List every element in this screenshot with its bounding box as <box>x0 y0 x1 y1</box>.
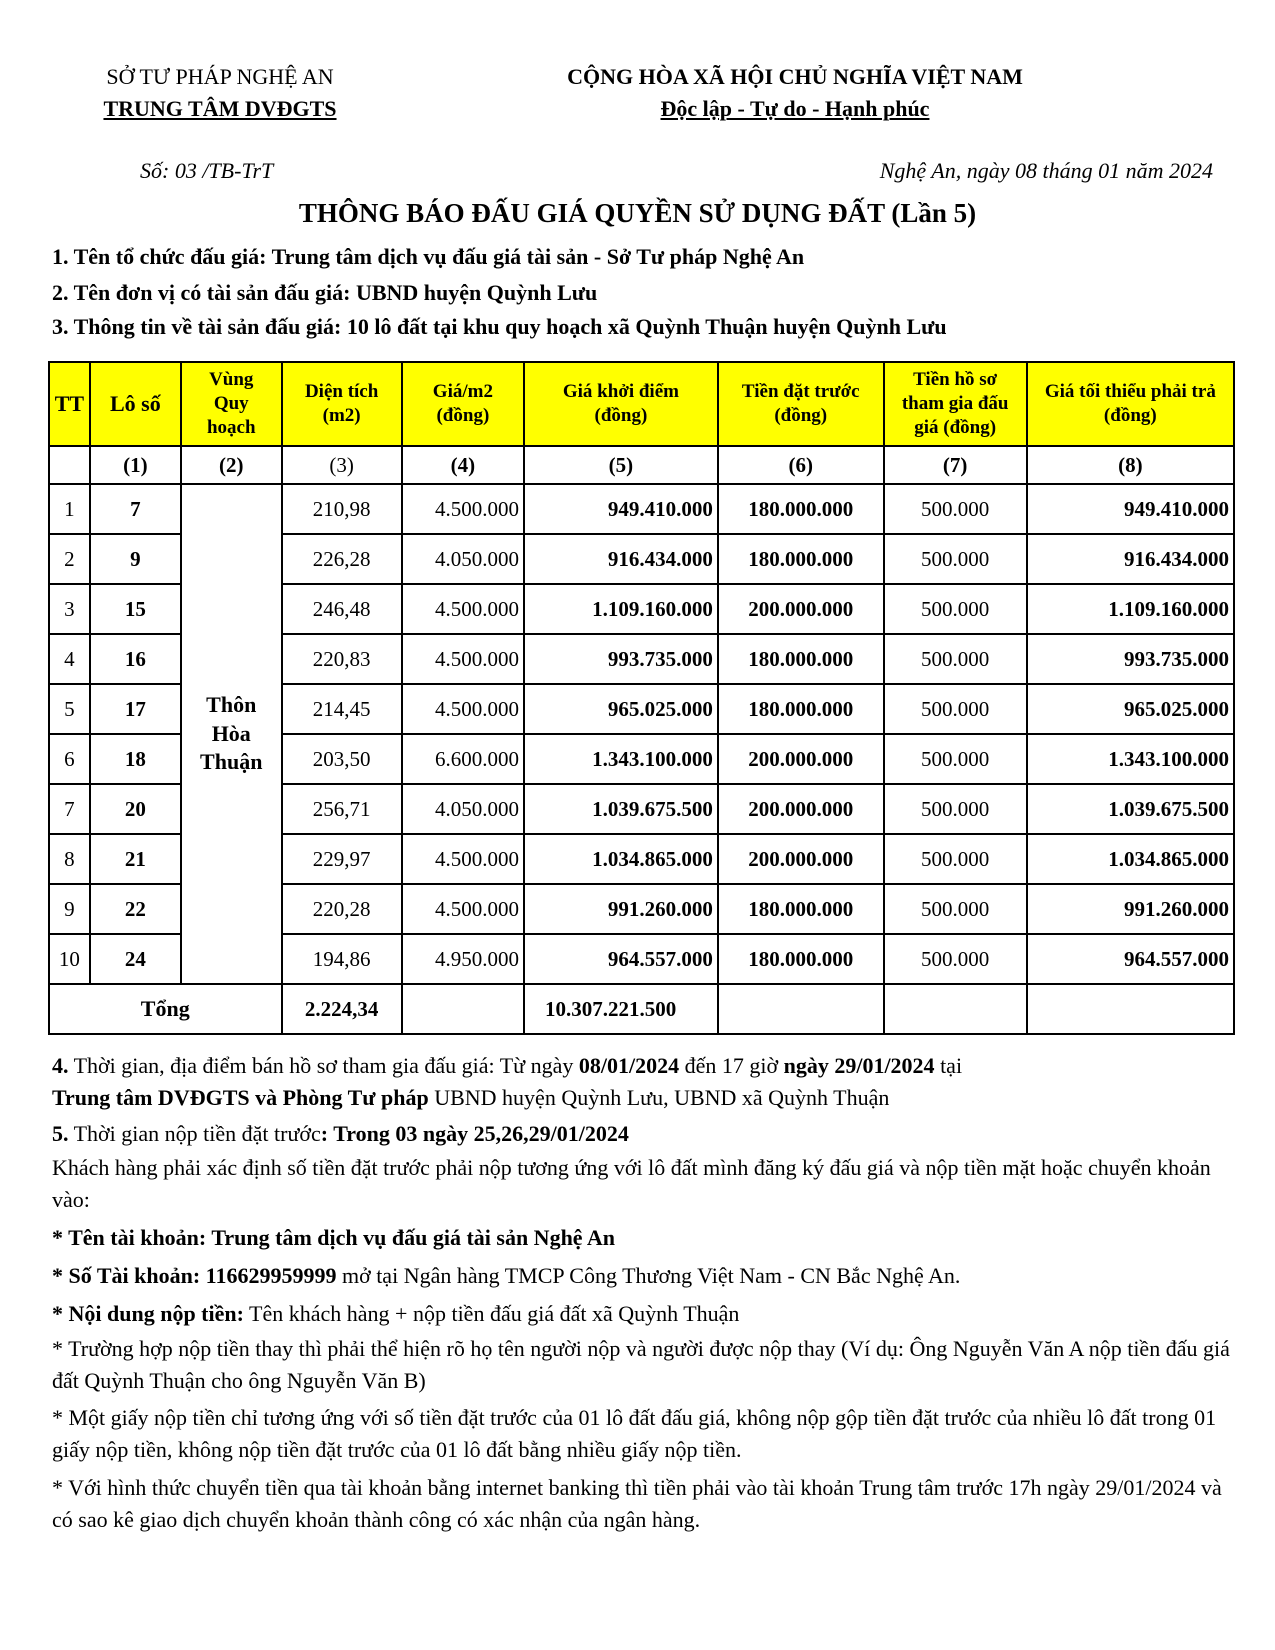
cell-area: 214,45 <box>282 684 402 734</box>
cell-fee: 500.000 <box>884 634 1027 684</box>
cell-area: 220,83 <box>282 634 402 684</box>
cell-start: 1.109.160.000 <box>524 584 718 634</box>
section-5-number: 5. <box>52 1121 69 1146</box>
col-header-min-l2: (đồng) <box>1103 405 1157 426</box>
cell-price: 4.500.000 <box>402 634 524 684</box>
cell-start: 1.039.675.500 <box>524 784 718 834</box>
zone-l3: Thuận <box>200 749 263 775</box>
cell-tt: 4 <box>49 634 90 684</box>
col-number: (2) <box>181 446 282 484</box>
cell-start: 1.343.100.000 <box>524 734 718 784</box>
col-header-start <box>524 362 718 446</box>
col-header-area-l1: Diện tích <box>304 381 379 403</box>
col-header-zone <box>181 362 282 446</box>
cell-price: 6.600.000 <box>402 734 524 784</box>
cell-start: 965.025.000 <box>524 684 718 734</box>
cell-min: 965.025.000 <box>1027 684 1234 734</box>
nation-name: CỘNG HÒA XÃ HỘI CHỦ NGHĨA VIỆT NAM <box>567 64 1023 89</box>
cell-deposit: 200.000.000 <box>718 734 884 784</box>
total-row <box>49 984 1234 1034</box>
col-header-start-l2: (đồng) <box>594 405 648 426</box>
cell-deposit: 180.000.000 <box>718 884 884 934</box>
col-header-fee <box>884 362 1027 446</box>
col-header-deposit-l2: (đồng) <box>774 405 828 426</box>
cell-start: 991.260.000 <box>524 884 718 934</box>
cell-lot: 22 <box>90 884 181 934</box>
cell-start: 916.434.000 <box>524 534 718 584</box>
payment-content <box>52 1298 1232 1330</box>
col-number: (6) <box>718 446 884 484</box>
cell-min: 949.410.000 <box>1027 484 1234 534</box>
col-header-area <box>282 362 402 446</box>
cell-area: 256,71 <box>282 784 402 834</box>
cell-tt: 7 <box>49 784 90 834</box>
total-fee-empty <box>884 984 1027 1034</box>
table-row <box>49 484 1234 534</box>
cell-lot: 17 <box>90 684 181 734</box>
cell-fee: 500.000 <box>884 534 1027 584</box>
cell-min: 1.109.160.000 <box>1027 584 1234 634</box>
cell-area: 210,98 <box>282 484 402 534</box>
col-number: (8) <box>1027 446 1234 484</box>
guide-text: Khách hàng phải xác định số tiền đặt trước phải nộp tương ứng với lô đất mình đăng ký đấu giá và nộp tiền mặt hoặc chuyển khoản vào: <box>52 1155 1211 1212</box>
org-unit: TRUNG TÂM DVĐGTS <box>103 96 337 121</box>
section-5-dates: : Trong 03 ngày 25,26,29/01/2024 <box>320 1121 629 1146</box>
cell-min: 916.434.000 <box>1027 534 1234 584</box>
cell-tt: 6 <box>49 734 90 784</box>
section-4-text: đến 17 giờ <box>679 1053 784 1078</box>
col-header-zone-l3: hoạch <box>206 416 256 438</box>
cell-deposit: 180.000.000 <box>718 634 884 684</box>
zone-l2: Hòa <box>211 720 251 746</box>
cell-fee: 500.000 <box>884 934 1027 984</box>
info-owner: 2. Tên đơn vị có tài sản đấu giá: UBND huyện Quỳnh Lưu <box>52 280 598 305</box>
cell-price: 4.050.000 <box>402 534 524 584</box>
org-name: SỞ TƯ PHÁP NGHỆ AN <box>106 64 334 89</box>
col-number: (5) <box>524 446 718 484</box>
col-header-price-l1: Giá/m2 <box>432 381 493 403</box>
col-header-fee-l3: giá (đồng) <box>914 416 997 438</box>
cell-start: 993.735.000 <box>524 634 718 684</box>
info-asset: 3. Thông tin về tài sản đấu giá: 10 lô đất tại khu quy hoạch xã Quỳnh Thuận huyện Quỳnh Lưu <box>52 314 947 339</box>
total-price-empty <box>402 984 524 1034</box>
cell-fee: 500.000 <box>884 784 1027 834</box>
col-header-start-l1: Giá khởi điểm <box>562 381 679 403</box>
cell-lot: 20 <box>90 784 181 834</box>
account-number <box>52 1260 1232 1292</box>
note-internet-banking: * Với hình thức chuyển tiền qua tài khoản bằng internet banking thì tiền phải vào tài khoản Trung tâm trước 17h ngày 29/01/2024 và có sao kê giao dịch chuyển khoản thành công có xác nhận của ngân hàng. <box>52 1475 1222 1532</box>
total-min-empty <box>1027 984 1234 1034</box>
col-header-fee-l2: tham gia đấu <box>901 393 1009 415</box>
col-header-price <box>402 362 524 446</box>
cell-fee: 500.000 <box>884 684 1027 734</box>
cell-start: 949.410.000 <box>524 484 718 534</box>
cell-deposit: 200.000.000 <box>718 784 884 834</box>
cell-price: 4.500.000 <box>402 884 524 934</box>
total-start: 10.307.221.500 <box>524 984 718 1034</box>
cell-tt: 10 <box>49 934 90 984</box>
section-4-date-from: 08/01/2024 <box>578 1053 680 1078</box>
cell-price: 4.500.000 <box>402 684 524 734</box>
total-area: 2.224,34 <box>282 984 402 1034</box>
doc-number: Số: 03 /TB-TrT <box>140 158 274 183</box>
col-header-area-l2: (m2) <box>322 405 361 426</box>
cell-tt: 5 <box>49 684 90 734</box>
cell-min: 991.260.000 <box>1027 884 1234 934</box>
cell-price: 4.500.000 <box>402 834 524 884</box>
payment-content-text: Tên khách hàng + nộp tiền đấu giá đất xã Quỳnh Thuận <box>243 1301 740 1326</box>
place-date: Nghệ An, ngày 08 tháng 01 năm 2024 <box>879 158 1213 183</box>
col-number: (4) <box>402 446 524 484</box>
cell-price: 4.950.000 <box>402 934 524 984</box>
section-4-text: Thời gian, địa điểm bán hồ sơ tham gia đấu giá: Từ ngày <box>68 1053 579 1078</box>
col-header-deposit-l1: Tiền đặt trước <box>741 381 860 403</box>
section-4-text: UBND huyện Quỳnh Lưu, UBND xã Quỳnh Thuận <box>428 1085 890 1110</box>
cell-price: 4.500.000 <box>402 584 524 634</box>
cell-fee: 500.000 <box>884 884 1027 934</box>
cell-min: 1.034.865.000 <box>1027 834 1234 884</box>
cell-lot: 21 <box>90 834 181 884</box>
cell-fee: 500.000 <box>884 834 1027 884</box>
cell-fee: 500.000 <box>884 584 1027 634</box>
total-label: Tổng <box>49 984 282 1034</box>
column-number-row <box>49 446 1234 484</box>
section-4 <box>52 1050 1232 1114</box>
cell-area: 229,97 <box>282 834 402 884</box>
cell-lot: 24 <box>90 934 181 984</box>
cell-start: 964.557.000 <box>524 934 718 984</box>
cell-start: 1.034.865.000 <box>524 834 718 884</box>
cell-deposit: 200.000.000 <box>718 584 884 634</box>
col-header-price-l2: (đồng) <box>436 405 490 426</box>
cell-deposit: 180.000.000 <box>718 934 884 984</box>
cell-tt: 9 <box>49 884 90 934</box>
cell-lot: 18 <box>90 734 181 784</box>
nation-motto: Độc lập - Tự do - Hạnh phúc <box>660 96 930 121</box>
section-4-date-to: ngày 29/01/2024 <box>783 1053 935 1078</box>
cell-min: 964.557.000 <box>1027 934 1234 984</box>
col-header-deposit <box>718 362 884 446</box>
cell-zone <box>181 484 282 984</box>
zone-l1: Thôn <box>206 692 257 718</box>
cell-lot: 7 <box>90 484 181 534</box>
col-header-tt: TT <box>49 362 90 446</box>
account-name: * Tên tài khoản: Trung tâm dịch vụ đấu giá tài sản Nghệ An <box>52 1225 615 1250</box>
col-header-zone-l2: Quy <box>213 393 249 415</box>
cell-lot: 16 <box>90 634 181 684</box>
cell-area: 220,28 <box>282 884 402 934</box>
account-bank: mở tại Ngân hàng TMCP Công Thương Việt Nam - CN Bắc Nghệ An. <box>336 1263 961 1288</box>
section-4-place: Trung tâm DVĐGTS và Phòng Tư pháp <box>52 1085 429 1110</box>
col-number: (7) <box>884 446 1027 484</box>
cell-area: 203,50 <box>282 734 402 784</box>
table-header-row <box>49 362 1234 446</box>
cell-lot: 15 <box>90 584 181 634</box>
page-title: THÔNG BÁO ĐẤU GIÁ QUYỀN SỬ DỤNG ĐẤT (Lần 5) <box>298 198 977 228</box>
cell-tt: 8 <box>49 834 90 884</box>
cell-area: 246,48 <box>282 584 402 634</box>
section-5-text: Thời gian nộp tiền đặt trước <box>68 1121 321 1146</box>
cell-min: 993.735.000 <box>1027 634 1234 684</box>
auction-table <box>48 361 1235 1035</box>
cell-fee: 500.000 <box>884 484 1027 534</box>
cell-deposit: 180.000.000 <box>718 534 884 584</box>
section-4-text: tại <box>934 1053 963 1078</box>
section-5 <box>52 1118 1232 1150</box>
col-number: (1) <box>90 446 181 484</box>
account-number-label: * Số Tài khoản: 116629959999 <box>52 1263 337 1288</box>
total-deposit-empty <box>718 984 884 1034</box>
cell-tt: 2 <box>49 534 90 584</box>
col-number: (3) <box>282 446 402 484</box>
info-organizer: 1. Tên tổ chức đấu giá: Trung tâm dịch vụ đấu giá tài sản - Sở Tư pháp Nghệ An <box>52 244 805 269</box>
cell-area: 226,28 <box>282 534 402 584</box>
col-header-zone-l1: Vùng <box>209 369 254 391</box>
col-header-min-l1: Giá tối thiểu phải trả <box>1044 381 1216 403</box>
cell-area: 194,86 <box>282 934 402 984</box>
cell-deposit: 180.000.000 <box>718 684 884 734</box>
cell-tt: 3 <box>49 584 90 634</box>
cell-fee: 500.000 <box>884 734 1027 784</box>
cell-tt: 1 <box>49 484 90 534</box>
col-header-fee-l1: Tiền hồ sơ <box>913 369 998 391</box>
note-one-slip: * Một giấy nộp tiền chỉ tương ứng với số tiền đặt trước của 01 lô đất đấu giá, không nộp gộp tiền đặt trước của nhiều lô đất trong 01 giấy nộp tiền, không nộp tiền đặt trước của 01 lô đất bằng nhiều giấy nộp tiền. <box>52 1405 1217 1462</box>
cell-deposit: 200.000.000 <box>718 834 884 884</box>
cell-min: 1.343.100.000 <box>1027 734 1234 784</box>
col-header-lot: Lô số <box>90 362 181 446</box>
col-number-empty <box>49 446 90 484</box>
payment-content-label: * Nội dung nộp tiền: <box>52 1301 244 1326</box>
cell-price: 4.500.000 <box>402 484 524 534</box>
note-proxy-payment: * Trường hợp nộp tiền thay thì phải thể hiện rõ họ tên người nộp và người được nộp thay (Ví dụ: Ông Nguyễn Văn A nộp tiền đấu giá đất Quỳnh Thuận cho ông Nguyễn Văn B) <box>52 1336 1230 1393</box>
cell-price: 4.050.000 <box>402 784 524 834</box>
cell-deposit: 180.000.000 <box>718 484 884 534</box>
col-header-min <box>1027 362 1234 446</box>
section-4-number: 4. <box>52 1053 69 1078</box>
cell-lot: 9 <box>90 534 181 584</box>
cell-min: 1.039.675.500 <box>1027 784 1234 834</box>
